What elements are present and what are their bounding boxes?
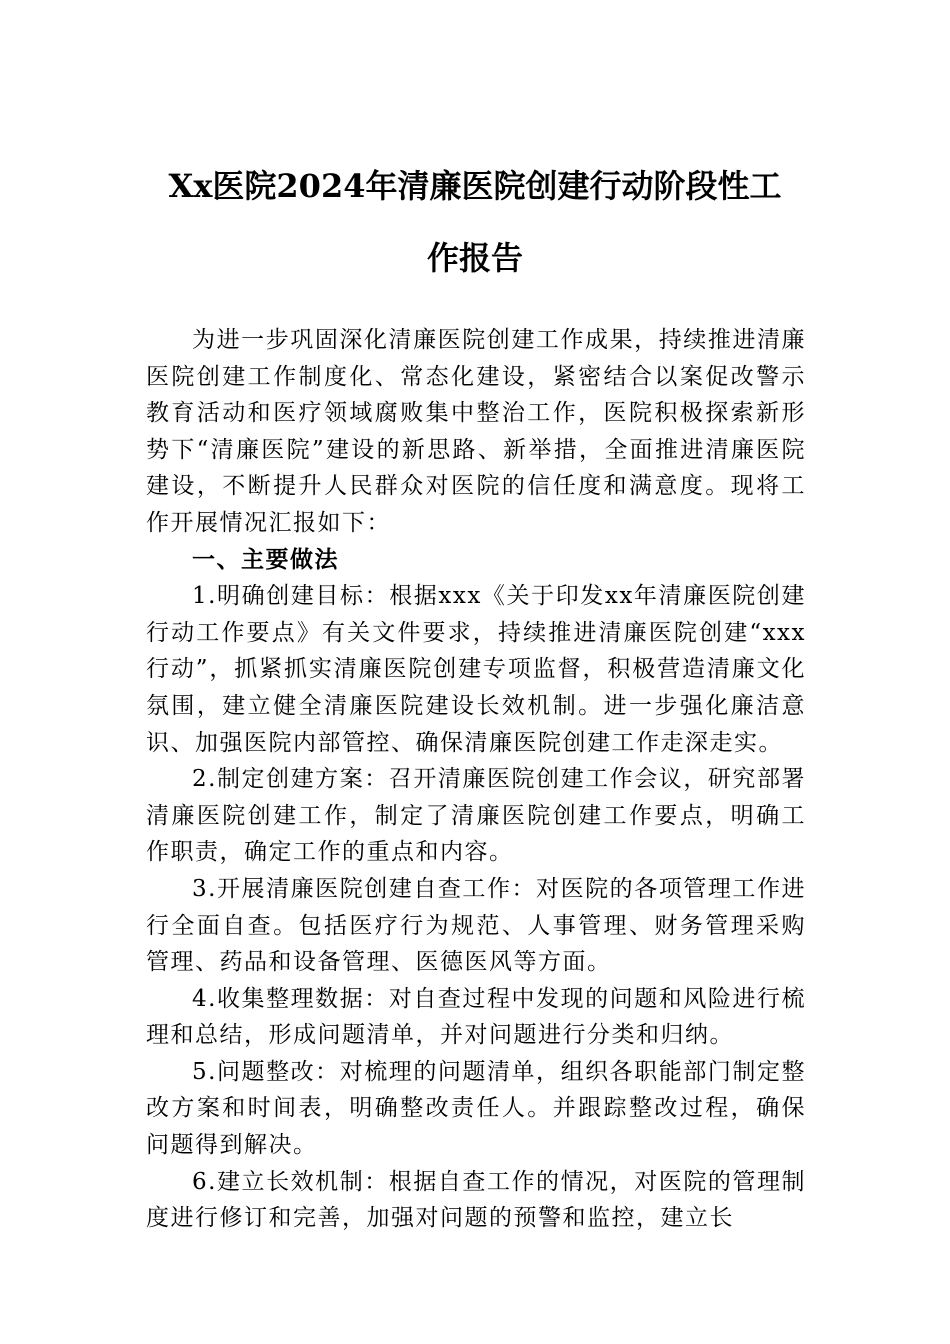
document-body xyxy=(146,322,806,1237)
list-item: 5.问题整改：对梳理的问题清单，组织各职能部门制定整改方案和时间表，明确整改责任人。并跟踪整改过程，确保问题得到解决。 xyxy=(146,1058,806,1159)
list-item: 3.开展清廉医院创建自查工作：对医院的各项管理工作进行全面自查。包括医疗行为规范、人事管理、财务管理采购管理、药品和设备管理、医德医风等方面。 xyxy=(146,875,806,976)
list-item: 4.收集整理数据：对自查过程中发现的问题和风险进行梳理和总结，形成问题清单，并对问题进行分类和归纳。 xyxy=(146,985,806,1049)
list-item: 2.制定创建方案：召开清廉医院创建工作会议，研究部署清廉医院创建工作，制定了清廉医院创建工作要点，明确工作职责，确定工作的重点和内容。 xyxy=(146,766,806,866)
list-item: 1.明确创建目标：根据xxx《关于印发xx年清廉医院创建行动工作要点》有关文件要求，持续推进清廉医院创建“xxx行动”，抓紧抓实清廉医院创建专项监督，积极营造清廉文化氛围，建立健全清廉医院建设长效机制。进一步强化廉洁意识、加强医院内部管控、确保清廉医院创建工作走深走实。 xyxy=(146,583,806,756)
intro-paragraph: 为进一步巩固深化清廉医院创建工作成果，持续推进清廉医院创建工作制度化、常态化建设，紧密结合以案促改警示教育活动和医疗领域腐败集中整治工作，医院积极探索新形势下“清廉医院”建设的新思路、新举措，全面推进清廉医院建设，不断提升人民群众对医院的信任度和满意度。现将工作开展情况汇报如下： xyxy=(146,327,806,536)
document-title xyxy=(130,150,820,294)
list-item: 6.建立长效机制：根据自查工作的情况，对医院的管理制度进行修订和完善，加强对问题的预警和监控，建立长 xyxy=(146,1168,806,1232)
section-heading-main-practices: 一、主要做法 xyxy=(192,546,339,573)
title-line-2: 作报告 xyxy=(426,239,523,277)
title-line-1: Xx医院2024年清廉医院创建行动阶段性工 xyxy=(168,167,782,205)
